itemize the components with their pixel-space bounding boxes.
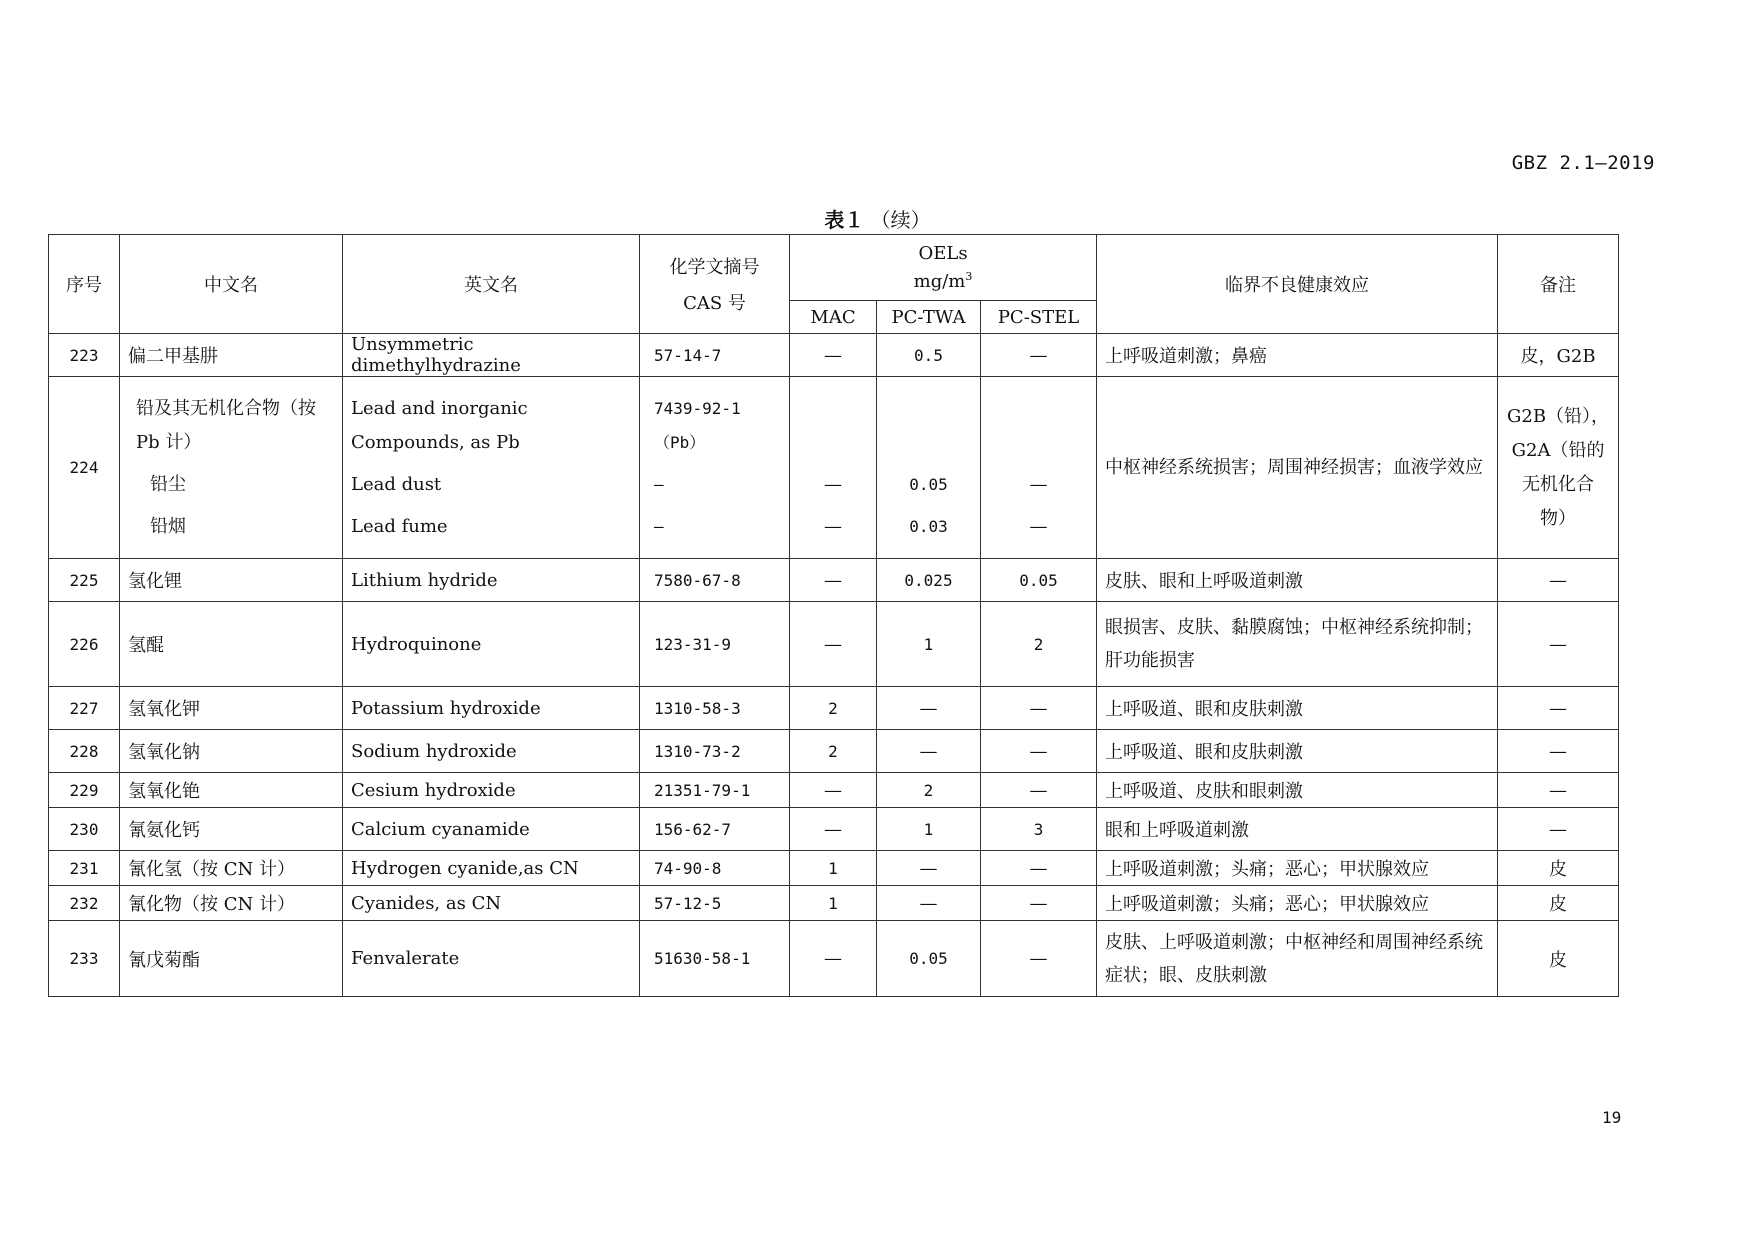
col-header-cas-line1: 化学文摘号	[669, 257, 760, 278]
col-header-cas-line2: CAS 号	[683, 293, 746, 314]
cas-main: 7439-92-1（Pb）	[654, 398, 741, 452]
mac-sub-dust: —	[824, 473, 842, 495]
col-header-pcstel: PC-STEL	[981, 301, 1097, 334]
cell-cas: 1310-73-2	[640, 730, 790, 773]
col-header-no: 序号	[49, 235, 120, 334]
cell-pctwa: 1	[877, 808, 981, 851]
cell-cn-name: 氢氧化铯	[120, 773, 343, 808]
cell-effect: 皮肤、上呼吸道刺激；中枢神经和周围神经系统症状；眼、皮肤刺激	[1097, 921, 1498, 997]
cell-mac: —	[790, 808, 877, 851]
en-sub-dust: Lead dust	[351, 473, 442, 495]
oel-table	[48, 234, 1619, 997]
cell-en-name: Fenvalerate	[343, 921, 640, 997]
table-row	[49, 334, 1619, 377]
col-header-pctwa: PC-TWA	[877, 301, 981, 334]
cell-pcstel: 0.05	[981, 559, 1097, 602]
cell-mac: —	[790, 334, 877, 377]
cell-cas	[640, 377, 790, 559]
cas-sub-fume: —	[654, 516, 664, 536]
cell-mac: 2	[790, 730, 877, 773]
cell-note: —	[1498, 602, 1619, 687]
table-row	[49, 602, 1619, 687]
cell-cas: 7580-67-8	[640, 559, 790, 602]
cell-no: 223	[49, 334, 120, 377]
cell-cas: 57-12-5	[640, 886, 790, 921]
cell-pcstel: —	[981, 687, 1097, 730]
cell-cas: 51630-58-1	[640, 921, 790, 997]
cell-mac	[790, 377, 877, 559]
cell-cas: 1310-58-3	[640, 687, 790, 730]
col-header-effects: 临界不良健康效应	[1097, 235, 1498, 334]
cell-effect: 眼和上呼吸道刺激	[1097, 808, 1498, 851]
cell-pctwa: 0.025	[877, 559, 981, 602]
cell-effect: 皮肤、眼和上呼吸道刺激	[1097, 559, 1498, 602]
cell-pctwa: —	[877, 851, 981, 886]
cell-pctwa: 1	[877, 602, 981, 687]
cas-sub-dust: —	[654, 474, 664, 494]
cell-en-name	[343, 377, 640, 559]
cell-pcstel: 2	[981, 602, 1097, 687]
cell-cn-name	[120, 377, 343, 559]
cell-pcstel: —	[981, 730, 1097, 773]
cell-cn-name: 氰化氢（按 CN 计）	[120, 851, 343, 886]
cell-en-name: Unsymmetric dimethylhydrazine	[343, 334, 640, 377]
cell-mac: —	[790, 602, 877, 687]
cell-no: 229	[49, 773, 120, 808]
col-header-en-name: 英文名	[343, 235, 640, 334]
cell-pcstel	[981, 377, 1097, 559]
cell-effect: 上呼吸道刺激；头痛；恶心；甲状腺效应	[1097, 886, 1498, 921]
table-caption-label: 表１	[824, 208, 865, 232]
cell-en-name: Hydroquinone	[343, 602, 640, 687]
col-header-remarks: 备注	[1498, 235, 1619, 334]
note-line-4: 物）	[1540, 507, 1577, 529]
note-line-2: G2A（铅的	[1511, 439, 1605, 461]
cell-pctwa	[877, 377, 981, 559]
cell-effect: 上呼吸道、皮肤和眼刺激	[1097, 773, 1498, 808]
cell-pcstel: —	[981, 773, 1097, 808]
cell-note: 皮	[1498, 886, 1619, 921]
stel-sub-fume: —	[1029, 515, 1048, 537]
cell-cn-name: 氢化锂	[120, 559, 343, 602]
twa-sub-fume: 0.03	[909, 516, 948, 536]
cell-effect: 眼损害、皮肤、黏膜腐蚀；中枢神经系统抑制；肝功能损害	[1097, 602, 1498, 687]
col-header-oels-unit	[798, 270, 1088, 292]
cell-no: 228	[49, 730, 120, 773]
cell-mac: 2	[790, 687, 877, 730]
cell-mac: —	[790, 773, 877, 808]
cell-pctwa: —	[877, 730, 981, 773]
cell-pctwa: 0.5	[877, 334, 981, 377]
cell-note: —	[1498, 559, 1619, 602]
cell-mac: —	[790, 921, 877, 997]
cell-no: 232	[49, 886, 120, 921]
col-header-cn-name: 中文名	[120, 235, 343, 334]
cell-en-name: Potassium hydroxide	[343, 687, 640, 730]
cell-effect: 上呼吸道、眼和皮肤刺激	[1097, 730, 1498, 773]
cn-sub-fume: 铅烟	[150, 515, 186, 537]
cell-no: 224	[49, 377, 120, 559]
cell-cn-name: 氰化物（按 CN 计）	[120, 886, 343, 921]
cell-cn-name: 氢醌	[120, 602, 343, 687]
cell-cn-name: 偏二甲基肼	[120, 334, 343, 377]
standard-code: GBZ 2.1—2019	[1511, 152, 1655, 174]
cell-no: 226	[49, 602, 120, 687]
cell-pctwa: 0.05	[877, 921, 981, 997]
cell-mac: 1	[790, 851, 877, 886]
twa-sub-dust: 0.05	[909, 474, 948, 494]
table-row	[49, 921, 1619, 997]
cell-note: —	[1498, 730, 1619, 773]
cell-note: —	[1498, 773, 1619, 808]
table-row	[49, 730, 1619, 773]
table-row	[49, 851, 1619, 886]
table-row	[49, 773, 1619, 808]
table-caption-suffix: （续）	[870, 208, 931, 232]
note-line-1: G2B（铅），	[1507, 405, 1610, 427]
cell-no: 231	[49, 851, 120, 886]
mac-sub-fume: —	[824, 515, 842, 537]
cell-cn-name: 氢氧化钾	[120, 687, 343, 730]
col-header-mac: MAC	[790, 301, 877, 334]
cell-pcstel: —	[981, 921, 1097, 997]
cn-main: 铅及其无机化合物（按 Pb 计）	[136, 397, 316, 453]
cell-cn-name: 氰氨化钙	[120, 808, 343, 851]
cn-sub-dust: 铅尘	[150, 473, 186, 495]
cell-pcstel: —	[981, 886, 1097, 921]
cell-no: 227	[49, 687, 120, 730]
cell-cn-name: 氰戊菊酯	[120, 921, 343, 997]
cell-pcstel: 3	[981, 808, 1097, 851]
cell-pcstel: —	[981, 334, 1097, 377]
cell-pcstel: —	[981, 851, 1097, 886]
note-line-3: 无机化合	[1522, 473, 1595, 495]
cell-note: 皮	[1498, 851, 1619, 886]
cell-en-name: Sodium hydroxide	[343, 730, 640, 773]
cell-pctwa: —	[877, 687, 981, 730]
cell-note: —	[1498, 687, 1619, 730]
cell-no: 233	[49, 921, 120, 997]
table-row	[49, 886, 1619, 921]
cell-en-name: Calcium cyanamide	[343, 808, 640, 851]
table-row	[49, 687, 1619, 730]
cell-effect: 上呼吸道刺激；头痛；恶心；甲状腺效应	[1097, 851, 1498, 886]
cell-no: 230	[49, 808, 120, 851]
oels-unit-sup: 3	[965, 270, 973, 283]
cell-cas: 123-31-9	[640, 602, 790, 687]
cell-cas: 57-14-7	[640, 334, 790, 377]
table-row	[49, 559, 1619, 602]
en-main: Lead and inorganic Compounds, as Pb	[351, 397, 528, 453]
page-number: 19	[1602, 1108, 1622, 1127]
table-row	[49, 808, 1619, 851]
cell-effect: 上呼吸道、眼和皮肤刺激	[1097, 687, 1498, 730]
cell-note: —	[1498, 808, 1619, 851]
cell-pctwa: —	[877, 886, 981, 921]
cell-en-name: Cesium hydroxide	[343, 773, 640, 808]
oels-unit-text: mg/m	[913, 271, 966, 292]
cell-mac: —	[790, 559, 877, 602]
stel-sub-dust: —	[1029, 473, 1048, 495]
cell-en-name: Cyanides, as CN	[343, 886, 640, 921]
cell-note	[1498, 377, 1619, 559]
cell-cas: 156-62-7	[640, 808, 790, 851]
en-sub-fume: Lead fume	[351, 515, 448, 537]
cell-en-name: Lithium hydride	[343, 559, 640, 602]
cell-note: 皮	[1498, 921, 1619, 997]
col-header-cas	[640, 235, 790, 334]
cell-mac: 1	[790, 886, 877, 921]
cell-en-name: Hydrogen cyanide,as CN	[343, 851, 640, 886]
cell-note: 皮，G2B	[1498, 334, 1619, 377]
col-header-oels	[790, 235, 1097, 301]
cell-effect: 中枢神经系统损害；周围神经损害；血液学效应	[1097, 377, 1498, 559]
cell-cas: 21351-79-1	[640, 773, 790, 808]
cell-effect: 上呼吸道刺激；鼻癌	[1097, 334, 1498, 377]
col-header-oels-line1: OELs	[918, 243, 968, 264]
cell-cn-name: 氢氧化钠	[120, 730, 343, 773]
cell-cas: 74-90-8	[640, 851, 790, 886]
cell-pctwa: 2	[877, 773, 981, 808]
cell-no: 225	[49, 559, 120, 602]
table-caption	[0, 204, 1755, 233]
table-row	[49, 377, 1619, 559]
